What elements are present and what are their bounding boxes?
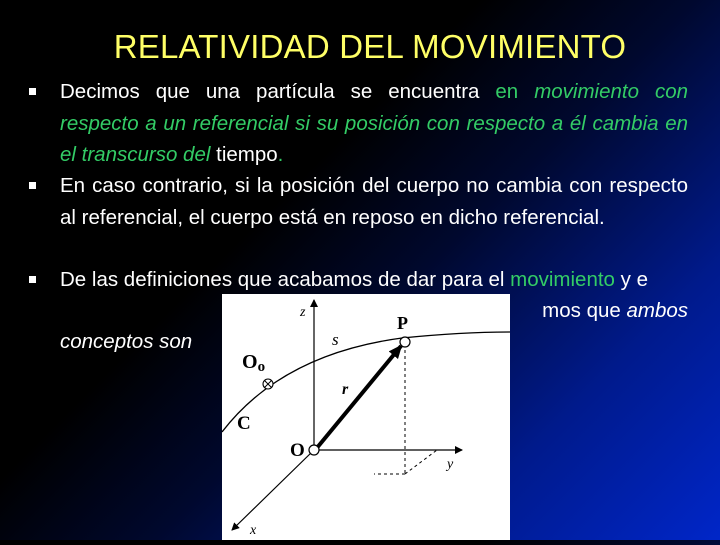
label-x: x	[250, 523, 257, 538]
label-O: O	[290, 440, 305, 461]
reference-frame-diagram	[222, 294, 510, 540]
bullet-paragraph-3: De las definiciones que acabamos de dar para el movimiento y e	[60, 268, 648, 291]
projection-line-diagonal	[405, 450, 437, 474]
bullet-marker-2	[29, 182, 36, 189]
bullet-marker-3	[29, 276, 36, 283]
bullet-marker-1	[29, 88, 36, 95]
reference-frame-figure	[222, 294, 510, 540]
position-vector	[316, 346, 401, 449]
bullet-paragraph-3-tail: conceptos son	[60, 330, 193, 353]
label-y: y	[447, 457, 454, 472]
bullet-paragraph-1: Decimos que una partícula se encuentra en movimiento con respecto a un referencial si su posición con respecto a él cambia en el transcurso del tiempo.	[60, 80, 689, 166]
label-s: s	[332, 330, 339, 349]
bullet-paragraph-2: En caso contrario, si la posición del cuerpo no cambia con respecto al referencial, el cuerpo está en reposo en dicho referencial.	[60, 174, 688, 229]
label-r: r	[342, 381, 349, 398]
label-z: z	[300, 305, 306, 320]
particle-point	[400, 337, 410, 347]
label-Oo: Oo	[242, 351, 266, 375]
origin-point	[309, 445, 319, 455]
label-C: C	[237, 413, 251, 434]
label-P: P	[397, 313, 408, 333]
page-title: RELATIVIDAD DEL MOVIMIENTO	[113, 28, 627, 65]
x-axis	[232, 450, 314, 530]
bullet-paragraph-3-right: mos que ambos	[542, 299, 688, 322]
